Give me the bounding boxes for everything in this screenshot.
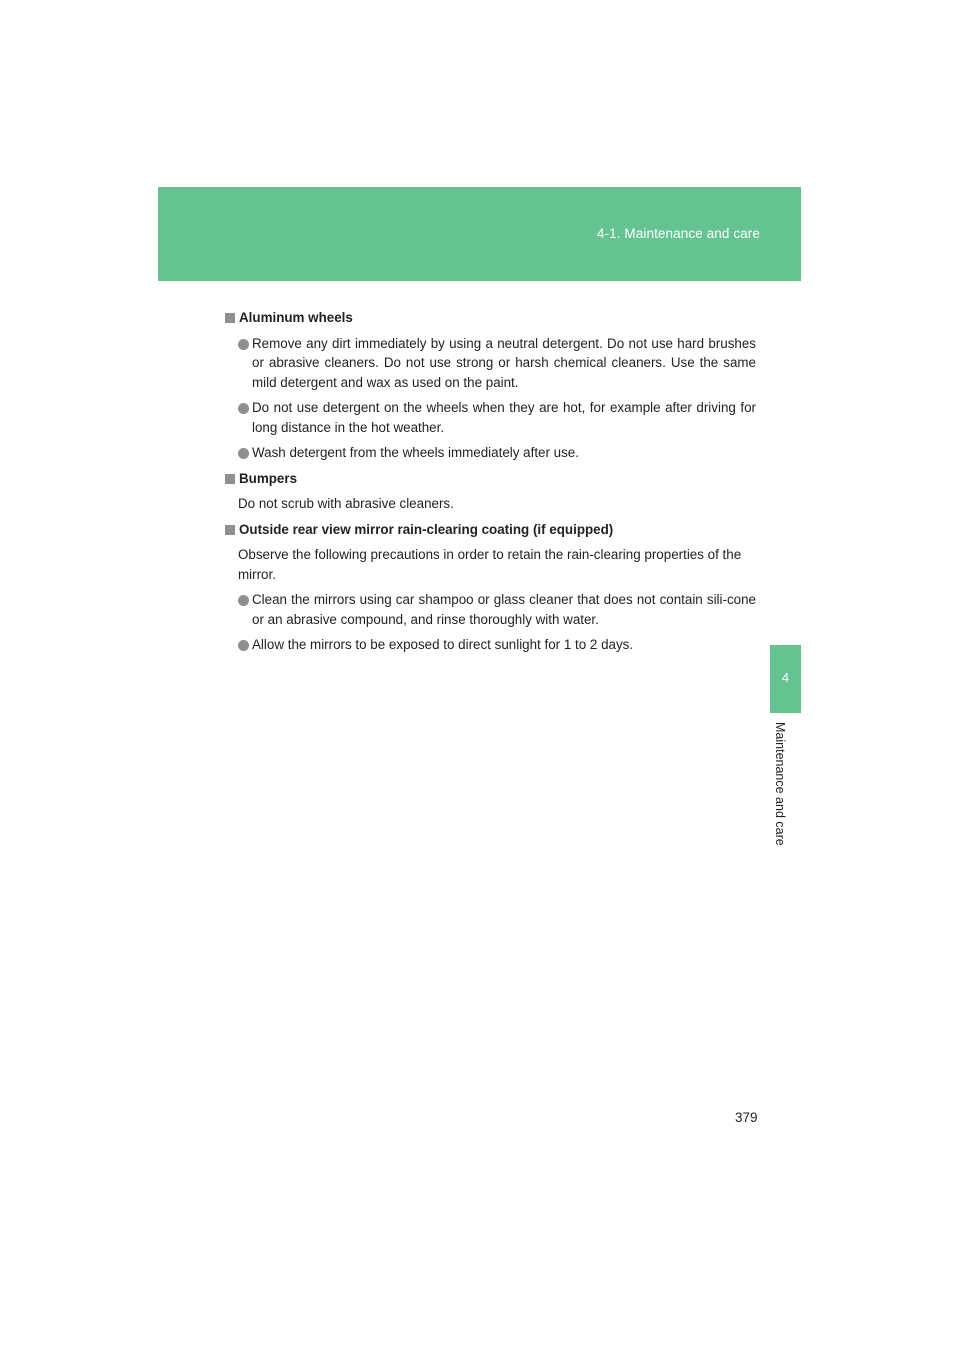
- bullet-text: Allow the mirrors to be exposed to direct sunlight for 1 to 2 days.: [252, 637, 634, 652]
- bullet-item: [224, 398, 756, 437]
- bullet-item: [224, 334, 756, 393]
- circle-bullet-icon: [238, 448, 249, 459]
- header-band: [158, 187, 801, 281]
- bullet-item: [224, 635, 756, 655]
- square-bullet-icon: [225, 313, 235, 323]
- section-title: 4-1. Maintenance and care: [596, 226, 760, 241]
- chapter-label: Maintenance and care: [773, 722, 787, 846]
- chapter-tab: [770, 645, 801, 713]
- chapter-number: 4: [781, 670, 790, 685]
- heading-text: Aluminum wheels: [239, 310, 353, 325]
- bullet-item: [224, 443, 756, 463]
- bullet-item: [224, 590, 756, 629]
- bullet-text: Wash detergent from the wheels immediately after use.: [252, 445, 579, 460]
- circle-bullet-icon: [238, 595, 249, 606]
- bullet-text: Do not use detergent on the wheels when they are hot, for example after driving for long distance in the hot weather.: [252, 400, 756, 435]
- heading-aluminum-wheels: [224, 308, 756, 328]
- heading-bumpers: [224, 469, 756, 489]
- circle-bullet-icon: [238, 403, 249, 414]
- page-number: 379: [735, 1110, 758, 1125]
- paragraph: Observe the following precautions in order to retain the rain-clearing properties of the mirror.: [238, 547, 742, 582]
- page-content: [224, 308, 756, 661]
- bullet-text: Clean the mirrors using car shampoo or glass cleaner that does not contain sili-cone or an abrasive compound, and rinse thoroughly with water.: [252, 592, 756, 627]
- paragraph: Do not scrub with abrasive cleaners.: [238, 496, 454, 511]
- heading-text: Outside rear view mirror rain-clearing coating (if equipped): [239, 521, 614, 537]
- bullet-text: Remove any dirt immediately by using a neutral detergent. Do not use hard brushes or abrasive cleaners. Do not use strong or harsh chemical cleaners. Use the same mild detergent and wax as used on the paint.: [252, 335, 756, 390]
- heading-text: Bumpers: [239, 470, 298, 486]
- square-bullet-icon: [225, 525, 235, 535]
- square-bullet-icon: [225, 474, 235, 484]
- circle-bullet-icon: [238, 640, 249, 651]
- heading-mirror-coating: [224, 520, 756, 540]
- circle-bullet-icon: [238, 339, 249, 350]
